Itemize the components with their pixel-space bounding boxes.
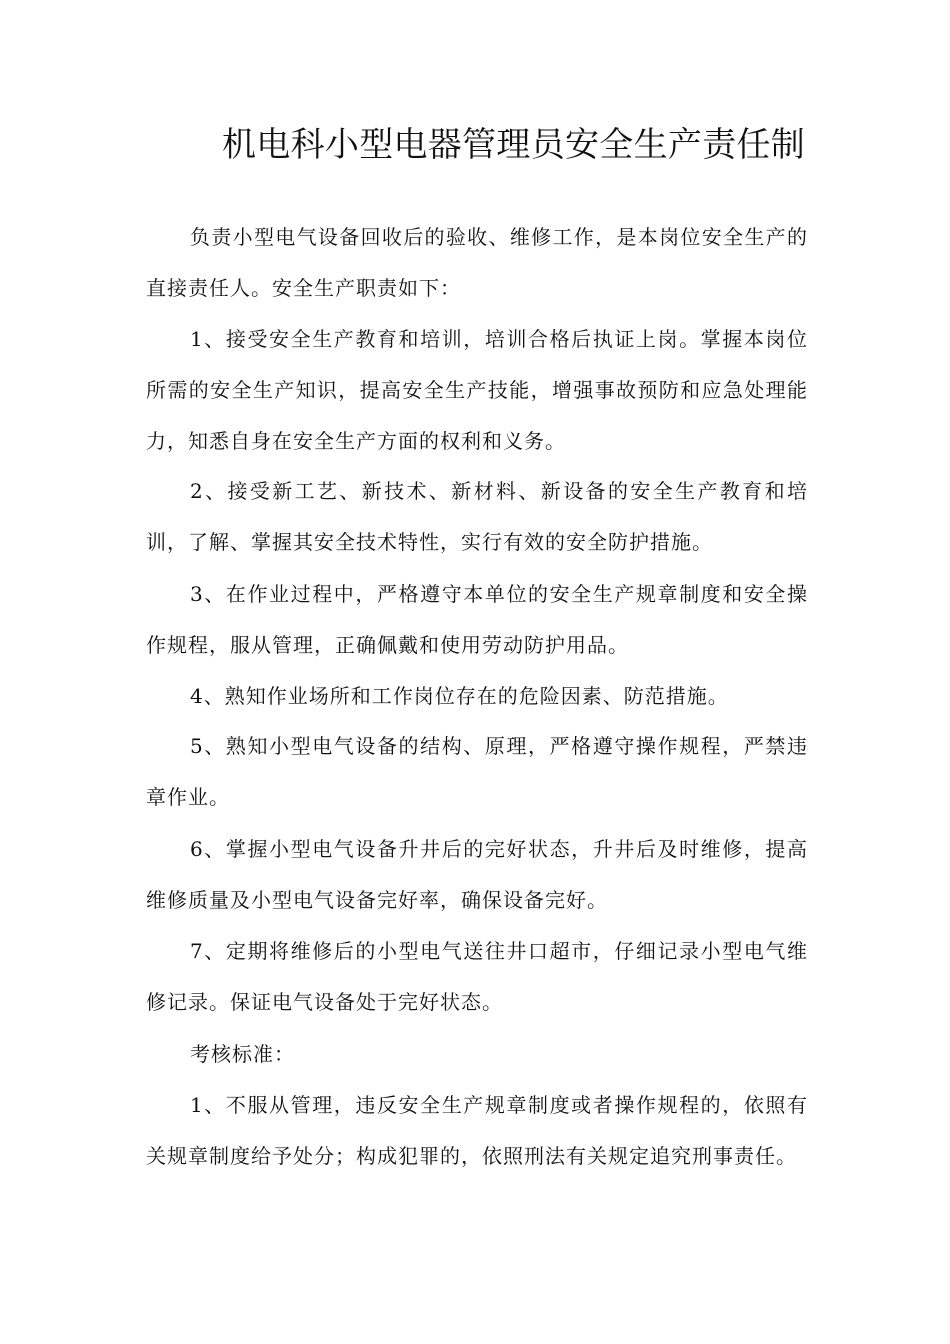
criteria-item-1: 1、不服从管理，违反安全生产规章制度或者操作规程的，依照有关规章制度给予处分；构成犯罪的，依照刑法有关规定追究刑事责任。: [146, 1093, 808, 1168]
duty-item-2: 2、接受新工艺、新技术、新材料、新设备的安全生产教育和培训，了解、掌握其安全技术特性，实行有效的安全防护措施。: [146, 479, 808, 554]
document-title: 机电科小型电器管理员安全生产责任制: [222, 125, 806, 165]
duty-item-6: 6、掌握小型电气设备升井后的完好状态，升井后及时维修，提高维修质量及小型电气设备完好率，确保设备完好。: [146, 837, 808, 912]
criteria-heading: 考核标准：: [190, 1042, 295, 1066]
duty-item-7: 7、定期将维修后的小型电气送往井口超市，仔细记录小型电气维修记录。保证电气设备处于完好状态。: [146, 939, 808, 1014]
intro-paragraph: 负责小型电气设备回收后的验收、维修工作，是本岗位安全生产的直接责任人。安全生产职责如下：: [146, 225, 808, 300]
duty-item-3: 3、在作业过程中，严格遵守本单位的安全生产规章制度和安全操作规程，服从管理，正确佩戴和使用劳动防护用品。: [146, 582, 808, 657]
duty-item-1: 1、接受安全生产教育和培训，培训合格后执证上岗。掌握本岗位所需的安全生产知识，提高安全生产技能，增强事故预防和应急处理能力，知悉自身在安全生产方面的权利和义务。: [146, 327, 808, 453]
duty-item-5: 5、熟知小型电气设备的结构、原理，严格遵守操作规程，严禁违章作业。: [146, 734, 808, 809]
duty-item-4: 4、熟知作业场所和工作岗位存在的危险因素、防范措施。: [190, 684, 729, 708]
